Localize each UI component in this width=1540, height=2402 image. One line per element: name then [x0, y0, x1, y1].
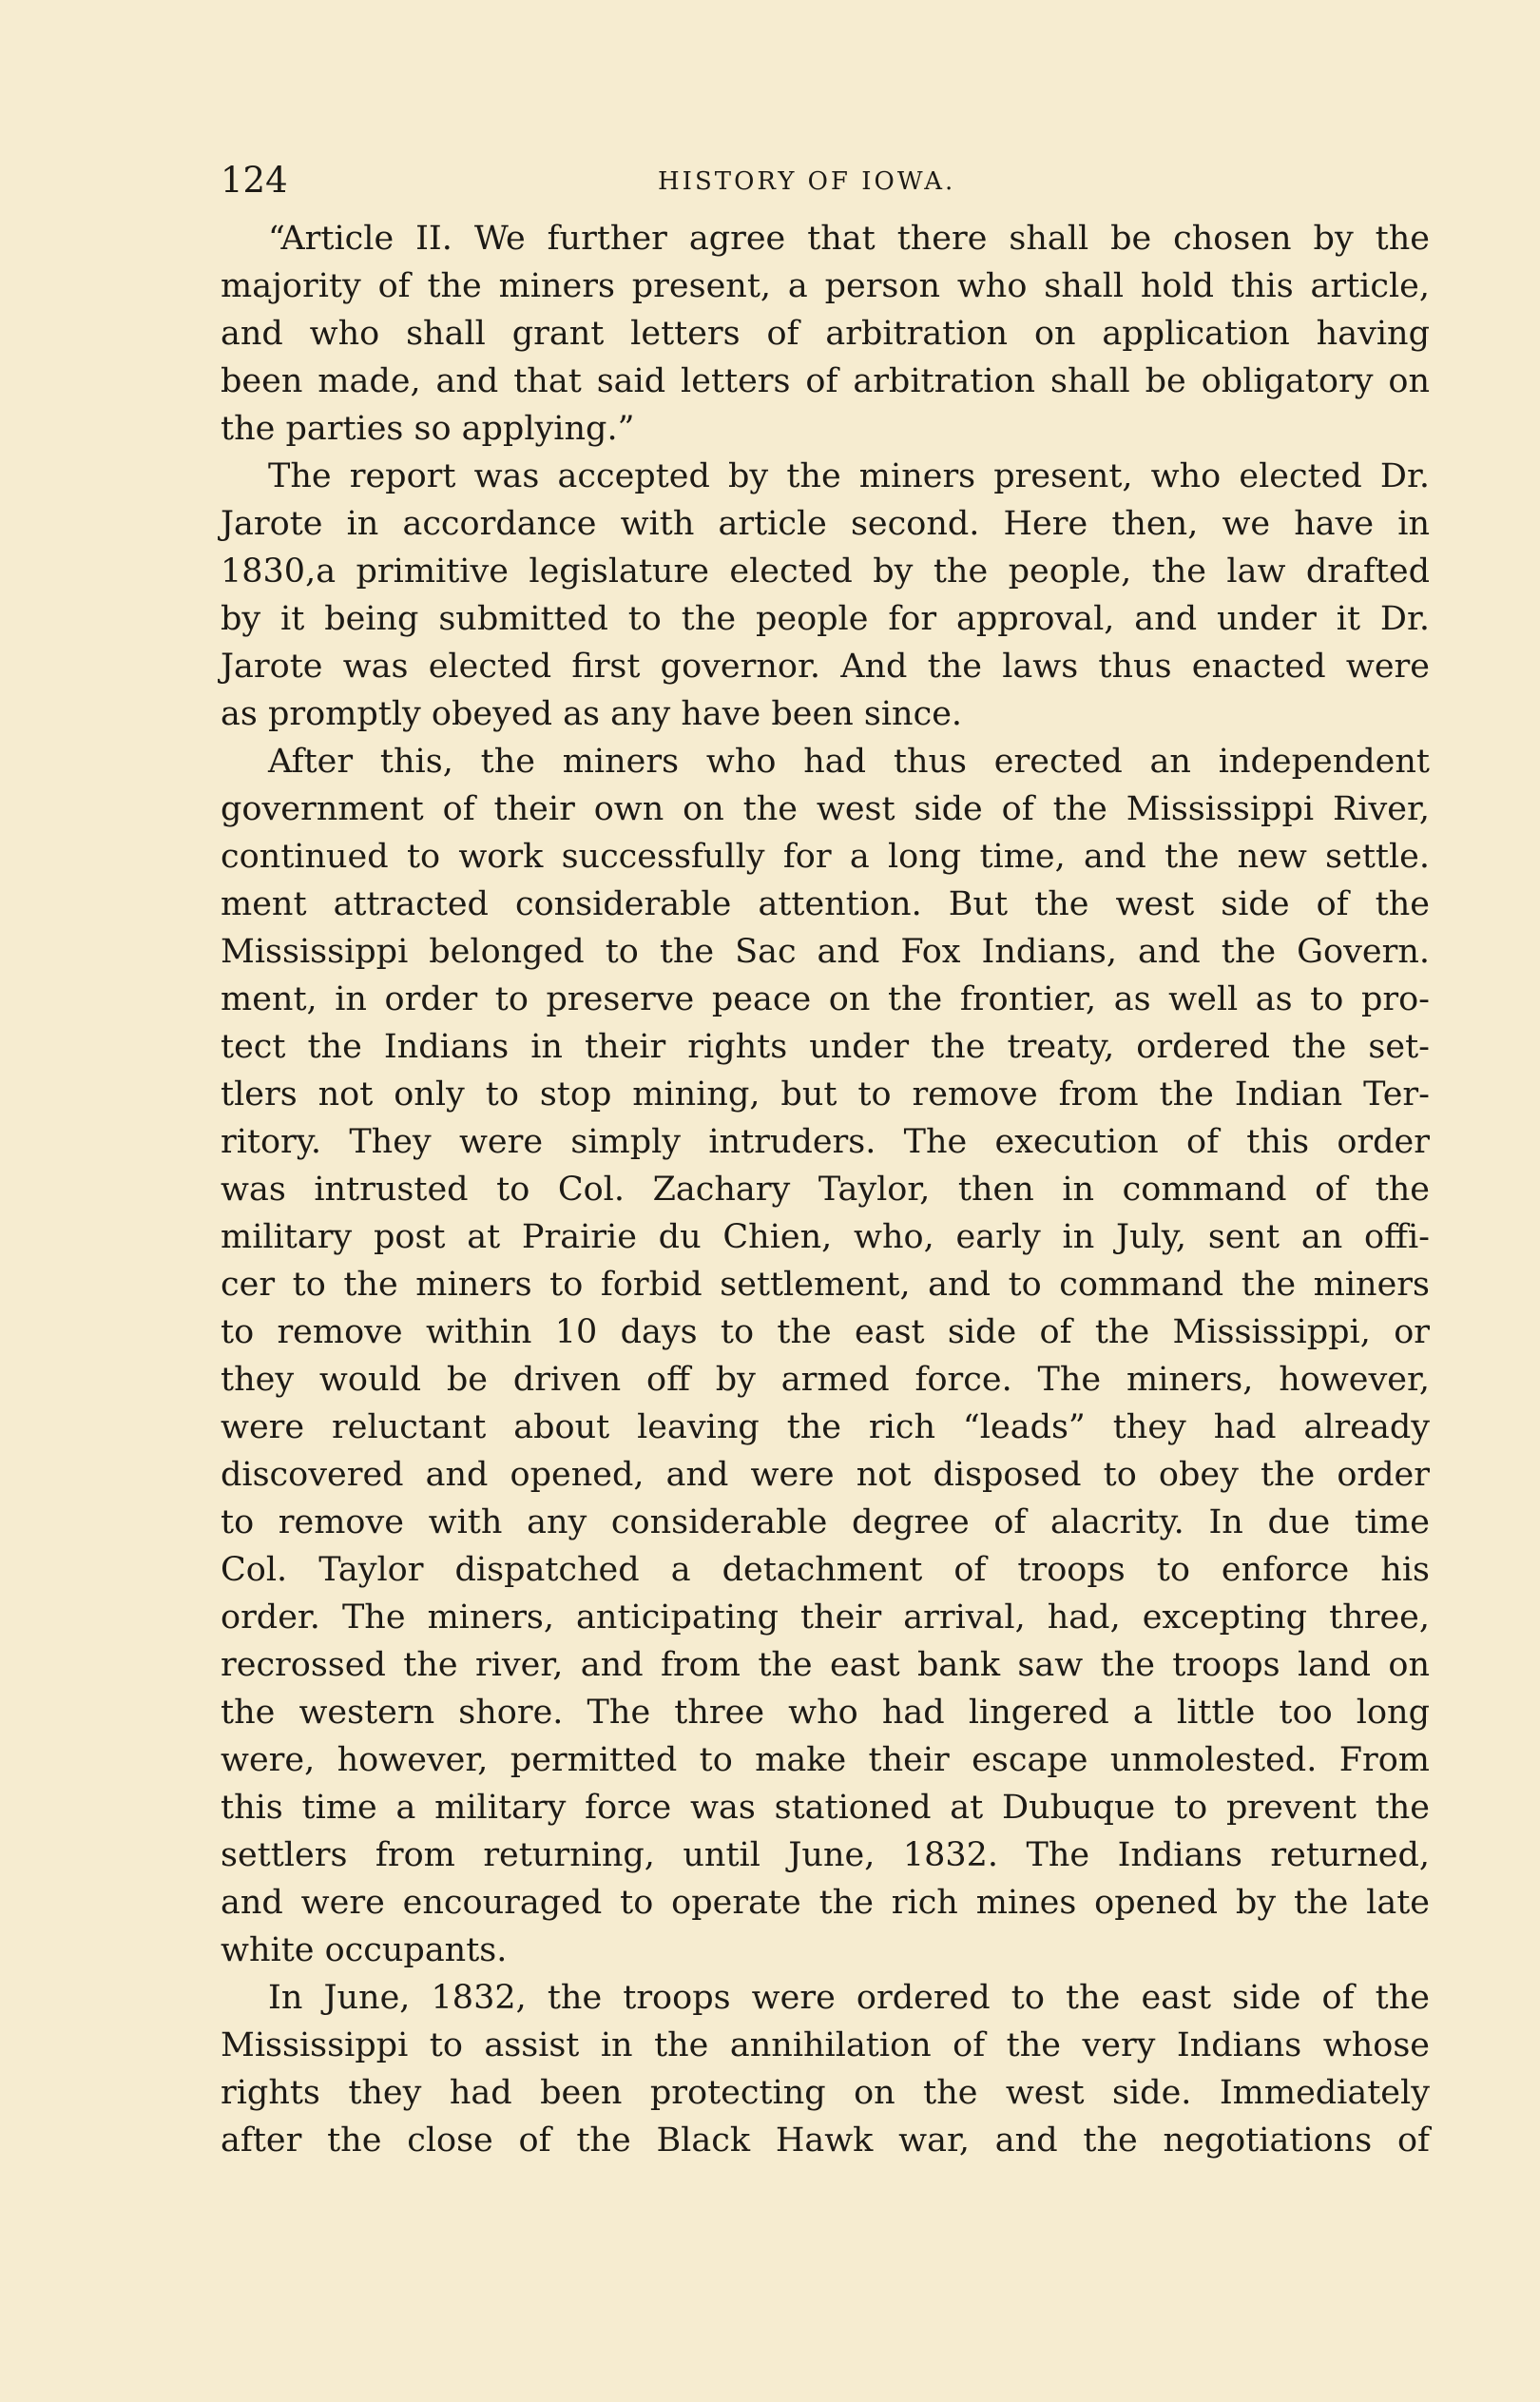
text-line: and who shall grant letters of arbitration on application having	[221, 315, 1430, 353]
text-line: and were encouraged to operate the rich mines opened by the late	[221, 1884, 1430, 1922]
text-line: was intrusted to Col. Zachary Taylor, then in command of the	[221, 1171, 1430, 1209]
text-line: cer to the miners to forbid settlement, and to command the miners	[221, 1266, 1430, 1304]
text-line: were reluctant about leaving the rich “leads” they had already	[221, 1408, 1430, 1446]
text-line: The report was accepted by the miners present, who elected Dr.	[268, 457, 1430, 495]
text-line: they would be driven off by armed force. The miners, however,	[221, 1361, 1430, 1399]
text-line: Mississippi belonged to the Sac and Fox Indians, and the Govern.	[221, 933, 1430, 971]
text-line: recrossed the river, and from the east bank saw the troops land on	[221, 1646, 1430, 1684]
text-line: white occupants.	[221, 1931, 508, 1969]
text-line: tect the Indians in their rights under the treaty, ordered the set-	[221, 1028, 1430, 1066]
text-line: military post at Prairie du Chien, who, early in July, sent an offi-	[221, 1218, 1430, 1256]
text-line: majority of the miners present, a person who shall hold this article,	[221, 267, 1430, 305]
text-line: order. The miners, anticipating their arrival, had, excepting three,	[221, 1598, 1430, 1637]
text-line: In June, 1832, the troops were ordered to the east side of the	[268, 1979, 1430, 2017]
running-title: HISTORY OF IOWA.	[658, 167, 956, 196]
text-line: ment, in order to preserve peace on the frontier, as well as to pro-	[221, 980, 1430, 1018]
text-line: the western shore. The three who had lingered a little too long	[221, 1694, 1430, 1732]
text-line: “Article II. We further agree that there shall be chosen by the	[268, 220, 1430, 258]
text-line: Jarote was elected first governor. And the laws thus enacted were	[221, 648, 1430, 686]
text-line: to remove with any considerable degree of alacrity. In due time	[221, 1503, 1430, 1541]
text-line: settlers from returning, until June, 1832. The Indians returned,	[221, 1836, 1430, 1874]
text-line: After this, the miners who had thus erected an independent	[268, 743, 1430, 781]
text-line: Mississippi to assist in the annihilation of the very Indians whose	[221, 2026, 1430, 2064]
text-line: continued to work successfully for a long time, and the new settle.	[221, 838, 1430, 876]
text-line: discovered and opened, and were not disposed to obey the order	[221, 1456, 1430, 1494]
text-line: by it being submitted to the people for approval, and under it Dr.	[221, 600, 1430, 638]
text-line: this time a military force was stationed at Dubuque to prevent the	[221, 1789, 1430, 1827]
text-line: Col. Taylor dispatched a detachment of troops to enforce his	[221, 1551, 1430, 1589]
text-line: ritory. They were simply intruders. The execution of this order	[221, 1123, 1430, 1161]
text-line: rights they had been protecting on the west side. Immediately	[221, 2074, 1430, 2112]
text-line: as promptly obeyed as any have been since.	[221, 695, 963, 733]
text-line: after the close of the Black Hawk war, and the negotiations of	[221, 2121, 1430, 2160]
text-line: 1830,a primitive legislature elected by the people, the law drafted	[221, 552, 1430, 591]
text-line: the parties so applying.”	[221, 410, 635, 448]
text-line: tlers not only to stop mining, but to remove from the Indian Ter-	[221, 1075, 1430, 1114]
text-line: Jarote in accordance with article second. Here then, we have in	[221, 505, 1430, 543]
page-number: 124	[221, 160, 288, 201]
text-line: ment attracted considerable attention. But the west side of the	[221, 885, 1430, 923]
text-line: were, however, permitted to make their escape unmolested. From	[221, 1741, 1430, 1779]
text-line: been made, and that said letters of arbitration shall be obligatory on	[221, 362, 1430, 400]
running-head	[221, 157, 1430, 204]
text-line: government of their own on the west side of the Mississippi River,	[221, 790, 1430, 828]
text-line: to remove within 10 days to the east side of the Mississippi, or	[221, 1313, 1430, 1351]
